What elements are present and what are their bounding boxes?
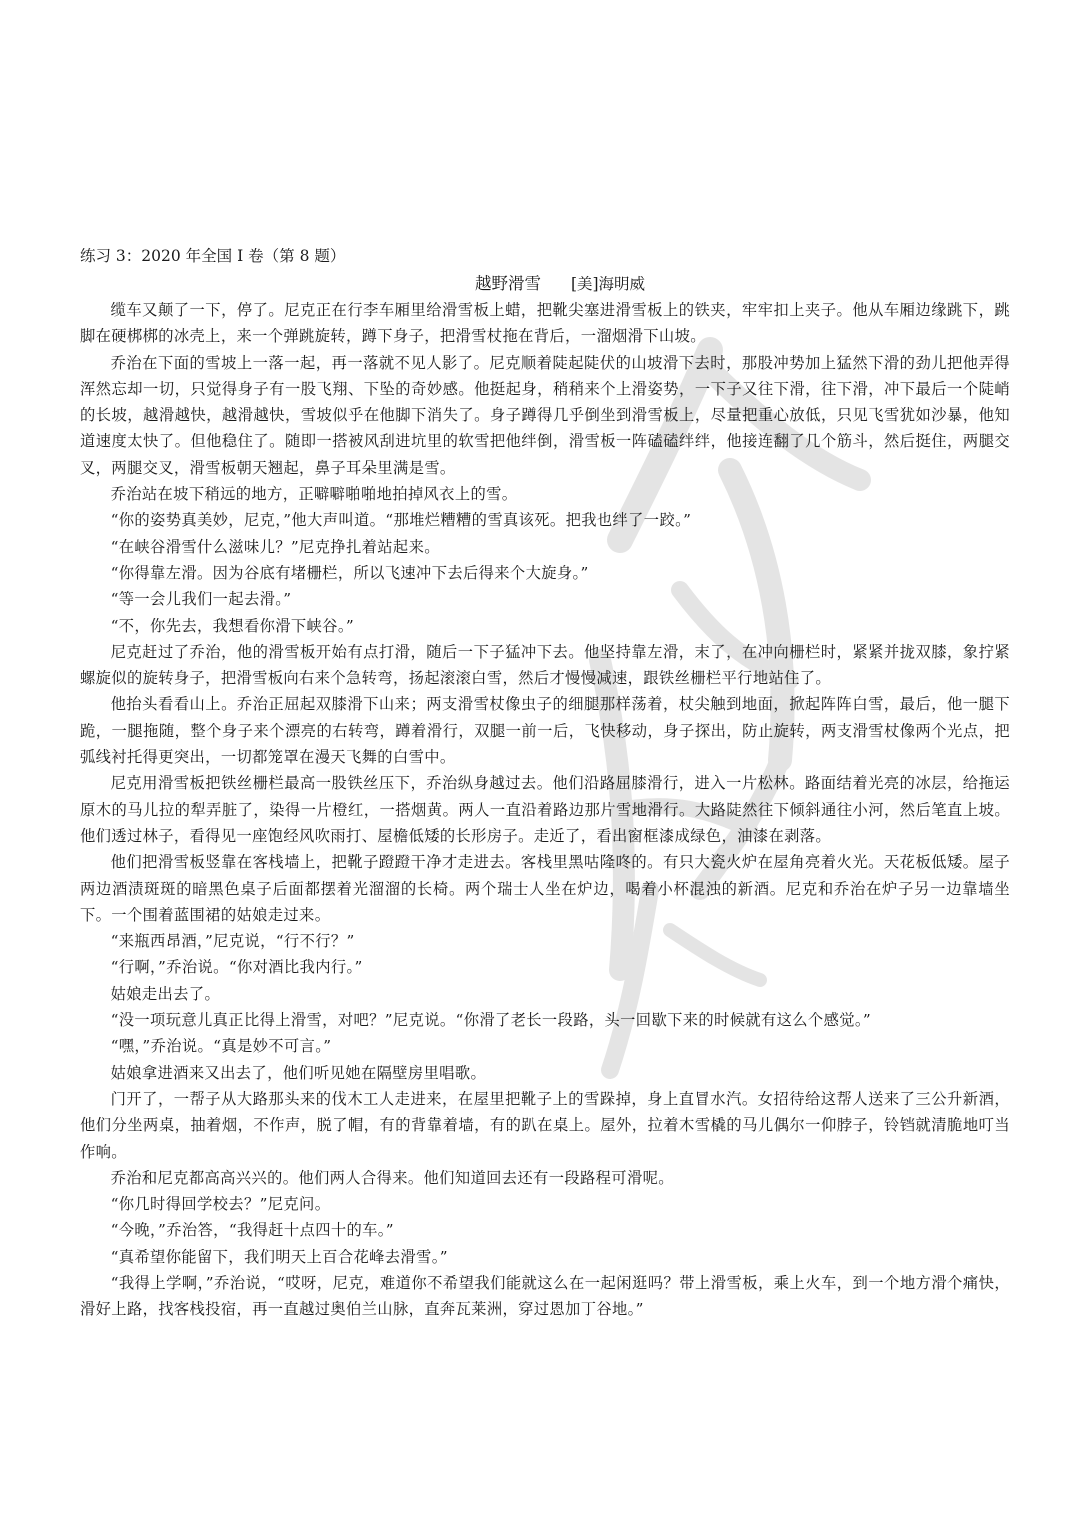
- paragraph: “你几时得回学校去？”尼克问。: [110, 1195, 331, 1214]
- paragraph: “真希望你能留下，我们明天上百合花峰去滑雪。”: [110, 1247, 448, 1266]
- paragraph: 姑娘拿进酒来又出去了，他们听见她在隔壁房里唱歌。: [110, 1063, 487, 1082]
- paragraph: “嘿，”乔治说。“真是妙不可言。”: [110, 1037, 332, 1056]
- paragraph: “在峡谷滑雪什么滋味儿？”尼克挣扎着站起来。: [110, 537, 440, 556]
- paragraph: 门开了，一帮子从大路那头来的伐木工人走进来，在屋里把靴子上的雪跺掉，身上直冒水汽。女招待给这帮人送来了三公升新酒，他们分坐两桌，抽着烟，不作声，脱了帽，有的背靠着墙，有的趴在桌上。屋外，拉着木雪橇的马儿偶尔一仰脖子，铃铛就清脆地叮当作响。: [80, 1089, 1010, 1161]
- paragraph: 乔治和尼克都高高兴兴的。他们两人合得来。他们知道回去还有一段路程可滑呢。: [110, 1168, 674, 1187]
- paragraph: “你的姿势真美妙，尼克，”他大声叫道。“那堆烂糟糟的雪真该死。把我也绊了一跤。”: [110, 511, 692, 530]
- paragraph: “来瓶西昂酒，”尼克说，“行不行？”: [110, 932, 355, 951]
- exercise-label: 练习 3：2020 年全国 I 卷（第 8 题）: [80, 247, 346, 265]
- paragraph: “不，你先去，我想看你滑下峡谷。”: [110, 616, 354, 635]
- story-title: 越野滑雪: [474, 274, 541, 293]
- paragraph: 姑娘走出去了。: [110, 984, 221, 1003]
- paragraph: “我得上学啊，”乔治说，“哎呀，尼克，难道你不希望我们能就这么在一起闲逛吗？带上滑雪板，乘上火车，到一个地方滑个痛快，滑好上路，找客栈投宿，再一直越过奥伯兰山脉，直奔瓦莱洲，穿过恩加丁谷地。”: [80, 1273, 1010, 1319]
- paragraph: 他们把滑雪板竖靠在客栈墙上，把靴子蹬蹬干净才走进去。客栈里黑咕隆咚的。有只大瓷火炉在屋角亮着火光。天花板低矮。屋子两边酒渍斑斑的暗黑色桌子后面都摆着光溜溜的长椅。两个瑞士人坐在炉边，喝着小杯混浊的新酒。尼克和乔治在炉子另一边靠墙坐下。一个围着蓝围裙的姑娘走过来。: [80, 853, 1010, 924]
- story-title-line: [80, 271, 1010, 297]
- document-body: [80, 244, 1010, 1323]
- paragraph: 他抬头看看山上。乔治正屈起双膝滑下山来；两支滑雪杖像虫子的细腿那样荡着，杖尖触到地面，掀起阵阵白雪，最后，他一腿下跪，一腿拖随，整个身子来个漂亮的右转弯，蹲着滑行，双腿一前一后，飞快移动，身子探出，防止旋转，两支滑雪杖像两个光点，把弧线衬托得更突出，一切都笼罩在漫天飞舞的白雪中。: [80, 695, 1010, 767]
- paragraph: 尼克用滑雪板把铁丝栅栏最高一股铁丝压下，乔治纵身越过去。他们沿路屈膝滑行，进入一片松林。路面结着光亮的冰层，给拖运原木的马儿拉的犁弄脏了，染得一片橙红，一搭烟黄。两人一直沿着路边那片雪地滑行。大路陡然往下倾斜通往小河，然后笔直上坡。他们透过林子，看得见一座饱经风吹雨打、屋檐低矮的长形房子。走近了，看出窗框漆成绿色，油漆在剥落。: [80, 774, 1010, 845]
- paragraph: “今晚，”乔治答，“我得赶十点四十的车。”: [110, 1221, 394, 1240]
- paragraph: 乔治在下面的雪坡上一落一起，再一落就不见人影了。尼克顺着陡起陡伏的山坡滑下去时，那股冲势加上猛然下滑的劲儿把他弄得浑然忘却一切，只觉得身子有一股飞翔、下坠的奇妙感。他挺起身，稍稍来个上滑姿势，一下子又往下滑，往下滑，冲下最后一个陡峭的长坡，越滑越快，越滑越快，雪坡似乎在他脚下消失了。身子蹲得几乎倒坐到滑雪板上，尽量把重心放低，只见飞雪犹如沙暴，他知道速度太快了。但他稳住了。随即一搭被风刮进坑里的软雪把他绊倒，滑雪板一阵磕磕绊绊，他接连翻了几个筋斗，然后挺住，两腿交叉，两腿交叉，滑雪板朝天翘起，鼻子耳朵里满是雪。: [80, 353, 1010, 477]
- paragraph: 乔治站在坡下稍远的地方，正噼噼啪啪地拍掉风衣上的雪。: [110, 485, 518, 504]
- paragraph: 缆车又颠了一下，停了。尼克正在行李车厢里给滑雪板上蜡，把靴尖塞进滑雪板上的铁夹，牢牢扣上夹子。他从车厢边缘跳下，跳脚在硬梆梆的冰壳上，来一个弹跳旋转，蹲下身子，把滑雪杖拖在背后，一溜烟滑下山坡。: [80, 301, 1010, 346]
- paragraph: 尼克赶过了乔治，他的滑雪板开始有点打滑，随后一下子猛冲下去。他坚持靠左滑，末了，在冲向栅栏时，紧紧并拢双膝，象拧紧螺旋似的旋转身子，把滑雪板向右来个急转弯，扬起滚滚白雪，然后才慢慢减速，跟铁丝栅栏平行地站住了。: [80, 642, 1010, 688]
- paragraph: “行啊，”乔治说。“你对酒比我内行。”: [110, 958, 363, 977]
- story-author: [美]海明威: [570, 275, 646, 293]
- paragraph: “没一项玩意儿真正比得上滑雪，对吧？”尼克说。“你滑了老长一段路，头一回歇下来的时候就有这么个感觉。”: [110, 1011, 872, 1030]
- paragraph: “等一会儿我们一起去滑。”: [110, 590, 292, 609]
- paragraph: “你得靠左滑。因为谷底有堵栅栏，所以飞速冲下去后得来个大旋身。”: [110, 563, 589, 582]
